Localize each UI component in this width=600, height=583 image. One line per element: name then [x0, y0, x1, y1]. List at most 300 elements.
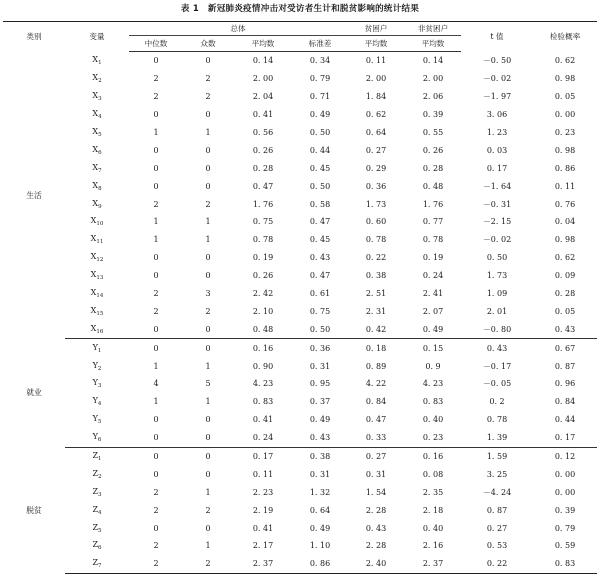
variable-letter: X: [90, 305, 97, 315]
cell-mean: 0. 24: [233, 429, 293, 447]
cell-poor-mean: 0. 38: [365, 271, 387, 281]
cell-poor-mean: 0. 11: [365, 56, 387, 66]
cell-mean: 0. 56: [252, 128, 274, 137]
cell-poor-mean: 2. 51: [365, 289, 387, 299]
variable-subscript: 7: [98, 167, 102, 174]
cell-t-value: －0. 31: [482, 199, 512, 209]
variable-subscript: 1: [98, 456, 102, 463]
cell-t-value: 1. 23: [486, 128, 508, 137]
variable-cell: [65, 483, 129, 501]
cell-mode: 0: [205, 523, 211, 533]
cell-mean: 2. 42: [252, 289, 274, 299]
variable-subscript: 6: [98, 545, 102, 552]
cell-p-value: 0. 67: [554, 343, 576, 353]
cell-median: 2: [153, 92, 159, 102]
table-row: [3, 213, 597, 231]
cell-sd: 0. 47: [309, 271, 331, 281]
cell-mean: 4. 23: [252, 379, 274, 389]
table-body: [3, 52, 597, 574]
cell-nonpoor-mean: 2. 37: [405, 555, 461, 573]
cell-mode: 2: [205, 199, 211, 209]
variable-subscript: 10: [96, 221, 104, 228]
cell-nonpoor-mean: 0. 40: [422, 415, 444, 425]
variable-letter: X: [90, 288, 97, 298]
cell-sd: 1. 10: [309, 541, 331, 551]
header-median: 中位数: [129, 36, 183, 52]
variable-subscript: 8: [98, 185, 102, 192]
cell-p-value: 0. 86: [554, 163, 576, 173]
variable-cell: [65, 429, 129, 447]
cell-t-value: 0. 53: [486, 541, 508, 551]
cell-nonpoor-mean: 0. 16: [422, 452, 444, 462]
cell-p-value: 0. 05: [554, 306, 576, 316]
variable-cell: [65, 267, 129, 285]
variable-letter: X: [92, 73, 99, 83]
header-overall: 总体: [129, 22, 347, 36]
cell-p-value: 0. 43: [533, 320, 597, 338]
cell-t-value: 0. 50: [486, 253, 508, 263]
cell-nonpoor-mean: 0. 26: [422, 145, 444, 155]
header-nonpoor: 非贫困户: [405, 22, 461, 36]
variable-cell: [65, 213, 129, 231]
cell-mean: 0. 14: [252, 56, 274, 66]
cell-p-value: 0. 00: [554, 469, 576, 479]
cell-nonpoor-mean: 0. 9: [425, 361, 441, 371]
cell-nonpoor-mean: 0. 49: [405, 320, 461, 338]
cell-sd: 0. 75: [309, 306, 331, 316]
variable-cell: [65, 537, 129, 555]
cell-median: 0: [153, 145, 159, 155]
cell-p-value: 0. 44: [554, 415, 576, 425]
cell-mean: 2. 04: [252, 92, 274, 102]
cell-t-value: 0. 03: [486, 145, 508, 155]
table-row: [3, 177, 597, 195]
category-cell: 脱贫: [26, 505, 42, 515]
header-mode: 众数: [183, 36, 233, 52]
table-row: [3, 106, 597, 124]
variable-cell: [65, 555, 129, 573]
variable-letter: Y: [92, 378, 98, 388]
variable-subscript: 4: [97, 401, 102, 408]
cell-nonpoor-mean: 2. 06: [422, 92, 444, 102]
variable-cell: [65, 320, 129, 338]
cell-nonpoor-mean: 2. 00: [422, 74, 444, 84]
cell-poor-mean: 0. 27: [365, 452, 387, 462]
variable-cell: [65, 195, 129, 213]
variable-cell: [65, 177, 129, 195]
cell-nonpoor-mean: 0. 55: [422, 128, 444, 137]
cell-p-value: 0. 59: [554, 541, 576, 551]
cell-sd: 0. 37: [309, 397, 331, 407]
cell-sd: 0. 95: [309, 379, 331, 389]
cell-nonpoor-mean: 1. 76: [422, 199, 444, 209]
cell-p-value: 0. 12: [554, 452, 576, 462]
header-p-value: 检验概率: [533, 22, 597, 52]
cell-p-value: 0. 00: [554, 487, 576, 497]
cell-nonpoor-mean: 0. 24: [422, 271, 444, 281]
cell-sd: 0. 45: [309, 163, 331, 173]
variable-subscript: 5: [98, 527, 102, 534]
cell-median: 1: [153, 361, 159, 371]
cell-median: 0: [153, 253, 159, 263]
header-mean: 平均数: [233, 36, 293, 52]
cell-median: 2: [153, 289, 159, 299]
cell-poor-mean: 0. 42: [347, 320, 405, 338]
cell-mode: 0: [205, 163, 211, 173]
cell-p-value: 0. 62: [554, 253, 576, 263]
header-category: 类别: [3, 22, 65, 52]
cell-p-value: 0. 84: [554, 397, 576, 407]
variable-letter: X: [90, 234, 97, 244]
cell-p-value: 0. 79: [554, 523, 576, 533]
cell-p-value: 0. 98: [554, 74, 576, 84]
cell-t-value: 1. 09: [486, 289, 508, 299]
cell-nonpoor-mean: 0. 23: [405, 429, 461, 447]
variable-cell: [65, 339, 129, 357]
cell-t-value: 1. 73: [486, 271, 508, 281]
cell-mean: 2. 17: [252, 541, 274, 551]
cell-mode: 0: [205, 181, 211, 191]
cell-poor-mean: 2. 28: [365, 541, 387, 551]
cell-sd: 0. 64: [309, 505, 331, 515]
cell-mean: 0. 11: [252, 469, 274, 479]
cell-mode: 1: [205, 235, 211, 245]
variable-letter: X: [92, 127, 99, 136]
variable-subscript: 2: [98, 78, 102, 85]
cell-t-value: 0. 27: [486, 523, 508, 533]
cell-poor-mean: 0. 36: [365, 181, 387, 191]
variable-letter: X: [90, 323, 97, 333]
variable-cell: [65, 411, 129, 429]
cell-t-value: －1. 97: [482, 92, 512, 102]
variable-subscript: 13: [96, 275, 104, 282]
cell-poor-mean: 0. 31: [365, 469, 387, 479]
cell-mean: 0. 28: [252, 163, 274, 173]
cell-median: 0: [153, 469, 159, 479]
cell-median: 0: [153, 343, 159, 353]
cell-t-value: －0. 02: [482, 235, 512, 245]
cell-p-value: 0. 98: [554, 145, 576, 155]
variable-subscript: 6: [98, 149, 102, 156]
variable-letter: X: [92, 162, 99, 172]
cell-median: 1: [153, 217, 159, 227]
variable-letter: Y: [92, 432, 98, 442]
cell-p-value: 0. 87: [554, 361, 576, 371]
table-row: [3, 195, 597, 213]
cell-sd: 0. 45: [309, 235, 331, 245]
cell-sd: 0. 31: [309, 361, 331, 371]
cell-nonpoor-mean: 0. 08: [422, 469, 444, 479]
cell-mode: 2: [183, 555, 233, 573]
cell-mode: 0: [205, 145, 211, 155]
variable-letter: X: [92, 109, 99, 119]
cell-mean: 0. 83: [252, 397, 274, 407]
cell-mean: 0. 41: [252, 110, 274, 120]
cell-mean: 0. 48: [233, 320, 293, 338]
cell-mode: 2: [205, 505, 211, 515]
cell-t-value: 3. 25: [486, 469, 508, 479]
variable-letter: Y: [92, 360, 98, 370]
cell-median: 1: [153, 235, 159, 245]
cell-median: 0: [153, 415, 159, 425]
table-row: [3, 302, 597, 320]
cell-p-value: 0. 05: [554, 92, 576, 102]
variable-subscript: 4: [98, 509, 102, 516]
table-row: [3, 375, 597, 393]
table-row: [3, 285, 597, 303]
variable-cell: [65, 357, 129, 375]
cell-mode: 1: [205, 541, 211, 551]
cell-sd: 0. 61: [309, 289, 331, 299]
cell-mode: 1: [205, 217, 211, 227]
cell-t-value: 0. 78: [486, 415, 508, 425]
cell-mode: 0: [205, 56, 211, 66]
cell-median: 0: [153, 523, 159, 533]
cell-median: 0: [129, 320, 183, 338]
variable-letter: Z: [92, 451, 99, 461]
cell-median: 2: [153, 505, 159, 515]
header-poor: 贫困户: [347, 22, 405, 36]
cell-nonpoor-mean: 0. 15: [422, 343, 444, 353]
cell-median: 2: [153, 74, 159, 84]
cell-mean: 2. 00: [252, 74, 274, 84]
cell-mean: 0. 16: [252, 343, 274, 353]
cell-sd: 0. 43: [293, 429, 347, 447]
cell-mean: 0. 19: [252, 253, 274, 263]
cell-nonpoor-mean: 0. 78: [422, 235, 444, 245]
variable-cell: [65, 501, 129, 519]
cell-median: 4: [153, 379, 159, 389]
table-row: [3, 141, 597, 159]
variable-cell: [65, 249, 129, 267]
cell-sd: 0. 31: [309, 469, 331, 479]
variable-letter: Z: [92, 522, 99, 532]
cell-poor-mean: 0. 84: [365, 397, 387, 407]
cell-mean: 0. 17: [252, 452, 274, 462]
cell-p-value: 0. 83: [533, 555, 597, 573]
variable-cell: [65, 465, 129, 483]
cell-t-value: 1. 59: [486, 452, 508, 462]
cell-sd: 0. 43: [309, 253, 331, 263]
cell-nonpoor-mean: 2. 35: [422, 487, 444, 497]
cell-mode: 1: [205, 128, 211, 137]
cell-mean: 0. 26: [252, 271, 274, 281]
variable-letter: Z: [92, 486, 99, 496]
cell-mean: 2. 19: [252, 505, 274, 515]
cell-t-value: －1. 64: [482, 181, 512, 191]
table-row: [3, 483, 597, 501]
cell-median: 1: [153, 397, 159, 407]
cell-poor-mean: 2. 40: [347, 555, 405, 573]
cell-mean: 2. 37: [233, 555, 293, 573]
variable-letter: Y: [92, 396, 98, 406]
cell-median: 0: [129, 429, 183, 447]
cell-p-value: 0. 98: [554, 235, 576, 245]
cell-sd: 0. 44: [309, 145, 331, 155]
variable-cell: [65, 88, 129, 106]
cell-median: 2: [153, 199, 159, 209]
cell-nonpoor-mean: 0. 19: [422, 253, 444, 263]
header-poor-mean: 平均数: [347, 36, 405, 52]
table-row: [3, 124, 597, 142]
cell-sd: 0. 71: [309, 92, 331, 102]
variable-letter: Y: [92, 342, 98, 352]
table-row: [3, 501, 597, 519]
cell-mode: 3: [205, 289, 211, 299]
cell-p-value: 0. 23: [554, 128, 576, 137]
variable-subscript: 2: [98, 473, 102, 480]
table-row: [3, 52, 597, 70]
cell-p-value: 0. 11: [554, 181, 576, 191]
cell-mode: 0: [205, 271, 211, 281]
cell-poor-mean: 2. 28: [365, 505, 387, 515]
cell-nonpoor-mean: 2. 07: [422, 306, 444, 316]
cell-t-value: －2. 15: [482, 217, 512, 227]
cell-nonpoor-mean: 0. 28: [422, 163, 444, 173]
variable-subscript: 1: [97, 347, 102, 354]
variable-cell: [65, 141, 129, 159]
table-row: [3, 267, 597, 285]
category-cell: 生活: [26, 190, 42, 200]
table-row: [3, 159, 597, 177]
cell-mean: 0. 26: [252, 145, 274, 155]
variable-cell: [65, 285, 129, 303]
cell-p-value: 0. 76: [554, 199, 576, 209]
variable-cell: [65, 52, 129, 70]
variable-letter: X: [92, 55, 99, 65]
cell-poor-mean: 4. 22: [365, 379, 387, 389]
cell-mode: 5: [205, 379, 211, 389]
cell-median: 1: [153, 128, 159, 137]
cell-sd: 0. 79: [309, 74, 331, 84]
variable-subscript: 12: [96, 257, 104, 264]
variable-cell: [65, 106, 129, 124]
cell-nonpoor-mean: 0. 39: [422, 110, 444, 120]
cell-t-value: －0. 80: [461, 320, 533, 338]
variable-letter: X: [90, 270, 97, 280]
cell-mode: 0: [205, 253, 211, 263]
cell-p-value: 0. 00: [554, 110, 576, 120]
category-cell: 就业: [26, 388, 42, 398]
cell-t-value: －0. 50: [482, 56, 512, 66]
variable-letter: Z: [92, 540, 99, 550]
cell-mode: 1: [205, 397, 211, 407]
cell-median: 2: [153, 306, 159, 316]
cell-mode: 2: [205, 92, 211, 102]
variable-subscript: 5: [97, 419, 102, 426]
table-row: [3, 320, 597, 338]
variable-cell: [65, 70, 129, 88]
cell-sd: 0. 38: [309, 452, 331, 462]
table-row: [3, 70, 597, 88]
cell-median: 0: [153, 56, 159, 66]
cell-t-value: －0. 17: [482, 361, 512, 371]
cell-t-value: －4. 24: [482, 487, 512, 497]
cell-sd: 0. 49: [309, 523, 331, 533]
cell-mode: 2: [205, 74, 211, 84]
variable-subscript: 9: [98, 203, 102, 210]
variable-letter: Z: [92, 468, 99, 478]
table-row: [3, 339, 597, 357]
variable-subscript: 6: [97, 437, 102, 444]
cell-sd: 0. 50: [309, 181, 331, 191]
cell-mean: 0. 75: [252, 217, 274, 227]
cell-mean: 1. 76: [252, 199, 274, 209]
variable-cell: [65, 375, 129, 393]
variable-subscript: 3: [98, 96, 102, 103]
table-row: [3, 429, 597, 447]
cell-t-value: 0. 2: [489, 397, 505, 407]
cell-sd: 0. 34: [309, 56, 331, 66]
cell-poor-mean: 0. 64: [365, 128, 387, 137]
variable-letter: Z: [92, 504, 99, 514]
cell-p-value: 0. 96: [554, 379, 576, 389]
table-row: [3, 465, 597, 483]
header-variable: 变量: [65, 22, 129, 52]
variable-subscript: 11: [96, 239, 104, 246]
cell-p-value: 0. 28: [554, 289, 576, 299]
cell-nonpoor-mean: 4. 23: [422, 379, 444, 389]
cell-mode: 0: [205, 110, 211, 120]
cell-mode: 0: [205, 452, 211, 462]
variable-subscript: 14: [96, 293, 104, 300]
cell-p-value: 0. 39: [554, 505, 576, 515]
cell-nonpoor-mean: 0. 40: [422, 523, 444, 533]
cell-p-value: 0. 09: [554, 271, 576, 281]
variable-subscript: 2: [97, 365, 102, 372]
cell-poor-mean: 2. 00: [365, 74, 387, 84]
variable-cell: [65, 124, 129, 142]
variable-letter: X: [90, 252, 97, 262]
cell-mode: 0: [183, 429, 233, 447]
cell-median: 0: [153, 452, 159, 462]
variable-letter: X: [92, 144, 99, 154]
variable-subscript: 4: [98, 114, 102, 121]
variable-cell: [65, 447, 129, 465]
cell-nonpoor-mean: 0. 83: [422, 397, 444, 407]
cell-t-value: 0. 17: [486, 163, 508, 173]
header-t-value: t 值: [461, 22, 533, 52]
table-row: [3, 537, 597, 555]
table-row: [3, 555, 597, 573]
cell-median: 2: [129, 555, 183, 573]
cell-mode: 0: [205, 469, 211, 479]
cell-sd: 0. 49: [309, 415, 331, 425]
cell-t-value: 0. 43: [486, 343, 508, 353]
cell-mode: 0: [205, 415, 211, 425]
cell-poor-mean: 2. 31: [365, 306, 387, 316]
table-row: [3, 357, 597, 375]
cell-p-value: 0. 17: [533, 429, 597, 447]
variable-cell: [65, 302, 129, 320]
variable-subscript: 7: [98, 563, 102, 570]
cell-mean: 0. 41: [252, 523, 274, 533]
cell-mode: 1: [205, 361, 211, 371]
cell-mean: 0. 90: [252, 361, 274, 371]
cell-median: 0: [153, 110, 159, 120]
cell-nonpoor-mean: 2. 18: [422, 505, 444, 515]
cell-sd: 1. 32: [309, 487, 331, 497]
cell-p-value: 0. 04: [554, 217, 576, 227]
cell-median: 2: [153, 541, 159, 551]
cell-sd: 0. 58: [309, 199, 331, 209]
cell-nonpoor-mean: 0. 14: [422, 56, 444, 66]
cell-sd: 0. 49: [309, 110, 331, 120]
variable-subscript: 15: [96, 310, 104, 317]
cell-poor-mean: 0. 27: [365, 145, 387, 155]
cell-poor-mean: 0. 18: [365, 343, 387, 353]
variable-letter: X: [90, 216, 97, 226]
